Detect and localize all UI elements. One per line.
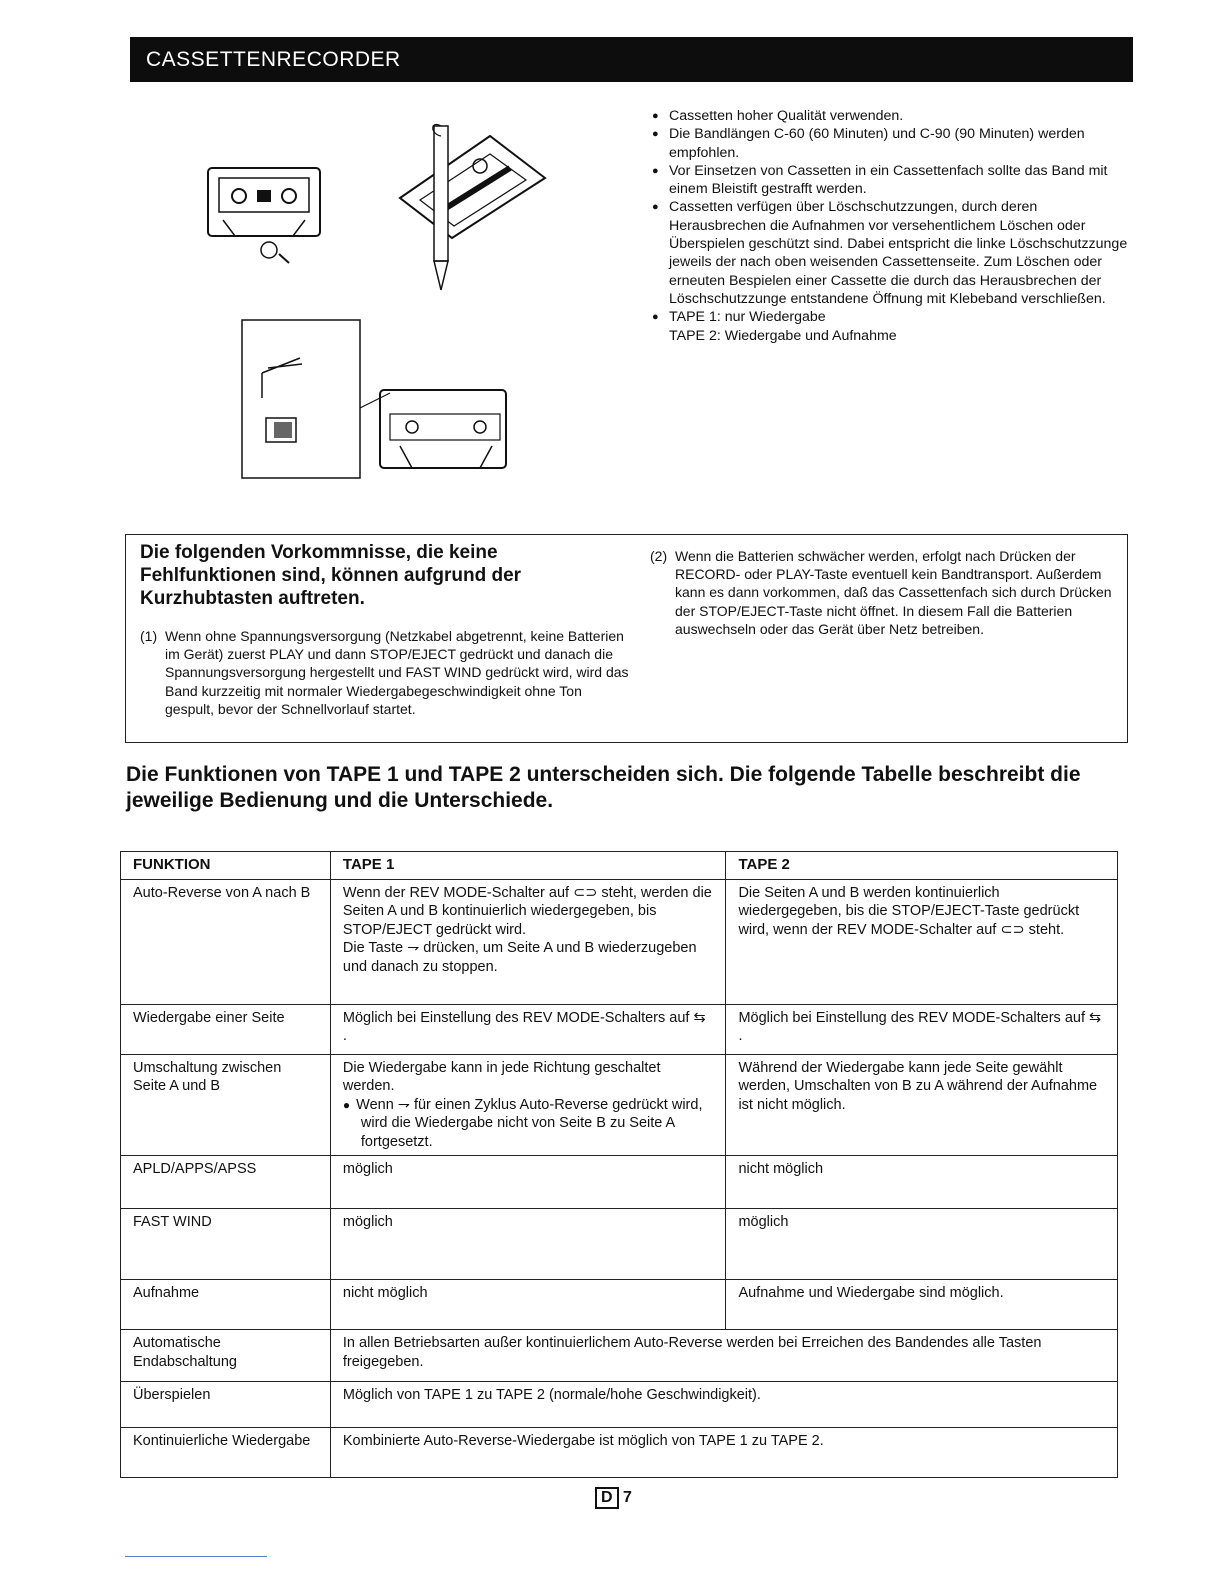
column-header: FUNKTION [121, 852, 331, 880]
column-header: TAPE 2 [726, 852, 1118, 880]
notice-title: Die folgenden Vorkommnisse, die keine Fehlfunktionen sind, können aufgrund der Kurzhubtasten auftreten. [140, 542, 522, 609]
list-item: ● Cassetten verfügen über Löschschutzzungen, durch deren Herausbrechen die Aufnahmen vor versehentlichem Löschen oder Überspielen geschützt sind. Dabei entspricht die linke Löschschutzzunge jeweils der nach oben weisenden Cassettenseite. Zum Löschen oder erneuten Bespielen einer Cassette die durch das Herausbrechen der Löschschutzzunge entstandene Öffnung mit Klebeband verschließen. [652, 198, 1132, 308]
pencil-tape-illustration [390, 118, 555, 293]
table-row [121, 1054, 1118, 1156]
table-row [121, 1428, 1118, 1478]
note-2-number: (2) [650, 548, 668, 564]
tape2-cell: Die Seiten A und B werden kontinuierlich wiedergegeben, bis die STOP/EJECT-Taste gedrückt wird, wenn der REV MODE-Schalter auf ⊂⊃ steht. [726, 879, 1118, 1004]
function-cell: APLD/APPS/APSS [121, 1156, 331, 1209]
tape1-cell: möglich [330, 1209, 726, 1280]
table-row [121, 879, 1118, 1004]
function-cell: FAST WIND [121, 1209, 331, 1280]
cell-text: Die Taste ⇁ drücken, um Seite A und B wiederzugeben und danach zu stoppen. [342, 940, 697, 975]
tape2-cell: Möglich bei Einstellung des REV MODE-Schalters auf ⇆ . [726, 1004, 1118, 1054]
function-cell: Aufnahme [121, 1280, 331, 1330]
table-row [121, 1280, 1118, 1330]
bullet-icon: ● [342, 1097, 351, 1112]
section-intro: Die Funktionen von TAPE 1 und TAPE 2 unterscheiden sich. Die folgende Tabelle beschreibt die jeweilige Bedienung und die Unterschiede. [126, 763, 1081, 812]
function-table [120, 851, 1118, 1478]
tape2-cell: möglich [726, 1209, 1118, 1280]
note-1-text: Wenn ohne Spannungsversorgung (Netzkabel abgetrennt, keine Batterien im Gerät) zuerst PLAY und dann STOP/EJECT gedrückt und danach die Spannungsversorgung hergestellt und FAST WIND gedrückt wird, wird das Band kurzzeitig mit normaler Wiedergabegeschwindigkeit ohne Ton gespult, bevor der Schnellvorlauf startet. [165, 628, 629, 717]
list-item: ● Vor Einsetzen von Cassetten in ein Cassettenfach sollte das Band mit einem Bleistift gestrafft werden. [652, 162, 1132, 199]
table-row [121, 1156, 1118, 1209]
note-2-text: Wenn die Batterien schwächer werden, erfolgt nach Drücken der RECORD- oder PLAY-Taste eventuell kein Bandtransport. Außerdem kann es dann vorkommen, daß das Cassettenfach sich durch Drücken der STOP/EJECT-Taste nicht öffnet. In diesem Fall die Batterien auswechseln oder das Gerät über Netz betreiben. [675, 548, 1112, 637]
language-box: D [595, 1487, 619, 1509]
function-cell: Umschaltung zwischen Seite A und B [121, 1054, 331, 1156]
tape2-cell: Während der Wiedergabe kann jede Seite gewählt werden, Umschalten von B zu A während der Aufnahme ist nicht möglich. [726, 1054, 1118, 1156]
tape-tab-cover-illustration [240, 318, 512, 480]
list-item: ● Die Bandlängen C-60 (60 Minuten) und C-90 (90 Minuten) werden empfohlen. [652, 125, 1132, 162]
function-cell: Kontinuierliche Wiedergabe [121, 1428, 331, 1478]
page-title: CASSETTENRECORDER [130, 37, 1133, 82]
combined-cell: In allen Betriebsarten außer kontinuierlichem Auto-Reverse werden bei Erreichen des Bandendes alle Tasten freigegeben. [330, 1330, 1117, 1382]
note-2 [650, 547, 1116, 638]
tape1-cell: möglich [330, 1156, 726, 1209]
note-1-number: (1) [140, 628, 158, 644]
list-item: ● TAPE 1: nur Wiedergabe [652, 308, 1132, 326]
tape1-cell: nicht möglich [330, 1280, 726, 1330]
function-cell: Automatische Endabschaltung [121, 1330, 331, 1382]
cell-text: Die Wiedergabe kann in jede Richtung geschaltet werden. [342, 1059, 661, 1094]
tape1-cell [330, 1054, 726, 1156]
table-header-row [121, 852, 1118, 880]
table-row [121, 1382, 1118, 1428]
page-number [595, 1487, 632, 1509]
table-row [121, 1330, 1118, 1382]
tape2-cell: Aufnahme und Wiedergabe sind möglich. [726, 1280, 1118, 1330]
column-header: TAPE 1 [330, 852, 726, 880]
list-item: TAPE 2: Wiedergabe und Aufnahme [669, 327, 897, 344]
list-item: ● Cassetten hoher Qualität verwenden. [652, 107, 1132, 125]
function-cell: Überspielen [121, 1382, 331, 1428]
tape1-cell: Möglich bei Einstellung des REV MODE-Schalters auf ⇆ . [330, 1004, 726, 1054]
cassette-tab-illustration [205, 160, 325, 265]
note-1 [140, 627, 630, 718]
function-cell: Wiedergabe einer Seite [121, 1004, 331, 1054]
combined-cell: Kombinierte Auto-Reverse-Wiedergabe ist möglich von TAPE 1 zu TAPE 2. [330, 1428, 1117, 1478]
table-row [121, 1209, 1118, 1280]
function-cell: Auto-Reverse von A nach B [121, 879, 331, 1004]
combined-cell: Möglich von TAPE 1 zu TAPE 2 (normale/hohe Geschwindigkeit). [330, 1382, 1117, 1428]
table-row [121, 1004, 1118, 1054]
notice-box [125, 534, 1128, 743]
tape2-cell: nicht möglich [726, 1156, 1118, 1209]
cell-text: Wenn der REV MODE-Schalter auf ⊂⊃ steht, werden die Seiten A und B kontinuierlich wiedergegeben, bis STOP/EJECT gedrückt wird. [342, 884, 712, 938]
cassette-tips-list [652, 107, 1132, 345]
tape1-cell [330, 879, 726, 1004]
page-number-value: 7 [623, 1489, 632, 1506]
cell-bullet [343, 1096, 714, 1152]
cell-text: Wenn ⇁ für einen Zyklus Auto-Reverse gedrückt wird, wird die Wiedergabe nicht von Seite B zu Seite A fortgesetzt. [356, 1096, 703, 1150]
divider [125, 1556, 267, 1557]
